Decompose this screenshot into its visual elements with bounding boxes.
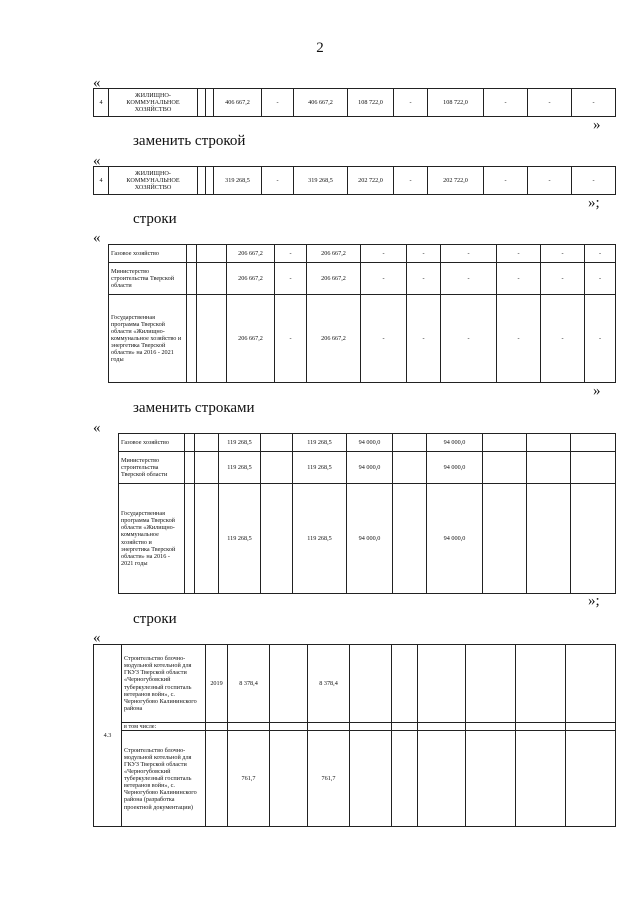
cell-empty <box>571 452 616 484</box>
cell-value: - <box>484 167 528 195</box>
row-name: Министерство строительства Тверской области <box>109 263 187 295</box>
cell-empty <box>527 484 571 594</box>
open-quote: « <box>93 153 101 169</box>
cell-empty <box>483 452 527 484</box>
table-row <box>109 263 616 295</box>
table-row <box>94 723 616 731</box>
cell-empty <box>185 452 195 484</box>
cell-empty <box>198 167 206 195</box>
heading-rows-2: строки <box>133 611 177 627</box>
cell-value: - <box>361 295 407 383</box>
cell-value: - <box>484 89 528 117</box>
cell-empty <box>195 452 219 484</box>
heading-rows: строки <box>133 211 177 227</box>
cell-empty <box>466 645 516 723</box>
open-quote: « <box>93 420 101 436</box>
cell-empty <box>566 645 616 723</box>
page-number: 2 <box>316 40 324 56</box>
cell-value: 206 667,2 <box>307 245 361 263</box>
cell-empty <box>466 723 516 731</box>
cell-value: - <box>528 167 572 195</box>
cell-empty <box>206 89 214 117</box>
cell-value: 94 000,0 <box>427 434 483 452</box>
cell-empty <box>466 731 516 827</box>
cell-empty <box>187 245 197 263</box>
cell-value: 94 000,0 <box>427 484 483 594</box>
cell-value: - <box>528 89 572 117</box>
cell-empty <box>187 263 197 295</box>
cell-empty <box>197 245 227 263</box>
close-quote: » <box>593 383 601 399</box>
cell-empty <box>270 645 308 723</box>
cell-value: - <box>275 295 307 383</box>
row-number: 4 <box>94 167 109 195</box>
cell-empty <box>393 434 427 452</box>
cell-value: - <box>572 167 616 195</box>
row-name: Министерство строительства Тверской области <box>119 452 185 484</box>
close-quote-semicolon: »; <box>588 593 600 609</box>
cell-value: - <box>262 89 294 117</box>
cell-value: 94 000,0 <box>427 452 483 484</box>
cell-empty <box>392 731 418 827</box>
cell-empty <box>308 723 350 731</box>
cell-empty <box>261 434 293 452</box>
cell-empty <box>350 723 392 731</box>
cell-empty <box>516 645 566 723</box>
cell-value: 761,7 <box>228 731 270 827</box>
cell-value: 319 268,5 <box>294 167 348 195</box>
table-row <box>109 295 616 383</box>
cell-empty <box>197 295 227 383</box>
cell-value: - <box>541 263 585 295</box>
cell-empty <box>206 731 228 827</box>
cell-empty <box>516 723 566 731</box>
cell-value: - <box>497 263 541 295</box>
cell-value: - <box>407 263 441 295</box>
cell-value: 202 722,0 <box>348 167 394 195</box>
cell-value: 8 378,4 <box>228 645 270 723</box>
table-block-2 <box>93 166 616 195</box>
cell-value: 94 000,0 <box>347 484 393 594</box>
cell-value: - <box>572 89 616 117</box>
cell-empty <box>566 731 616 827</box>
cell-value: - <box>441 245 497 263</box>
cell-value: 94 000,0 <box>347 452 393 484</box>
cell-empty <box>418 731 466 827</box>
cell-empty <box>206 723 228 731</box>
cell-empty <box>571 484 616 594</box>
cell-value: 119 268,5 <box>293 484 347 594</box>
table-block-5 <box>93 644 616 827</box>
cell-value: 406 667,2 <box>294 89 348 117</box>
cell-empty <box>270 731 308 827</box>
cell-value: - <box>394 89 428 117</box>
cell-value: - <box>585 295 616 383</box>
cell-empty <box>195 434 219 452</box>
table-row <box>94 731 616 827</box>
cell-empty <box>187 295 197 383</box>
cell-value: - <box>361 263 407 295</box>
cell-empty <box>228 723 270 731</box>
close-quote: » <box>593 117 601 133</box>
table-block-1 <box>93 88 616 117</box>
row-name: Газовое хозяйство <box>109 245 187 263</box>
cell-empty <box>270 723 308 731</box>
close-quote-semicolon: »; <box>588 195 600 211</box>
cell-value: 319 268,5 <box>214 167 262 195</box>
cell-empty <box>393 484 427 594</box>
cell-empty <box>185 434 195 452</box>
row-number: 4.3 <box>94 645 122 827</box>
row-name: ЖИЛИЩНО-КОММУНАЛЬНОЕ ХОЗЯЙСТВО <box>109 89 198 117</box>
cell-empty <box>418 723 466 731</box>
cell-value: 8 378,4 <box>308 645 350 723</box>
open-quote: « <box>93 75 101 91</box>
cell-value: 761,7 <box>308 731 350 827</box>
cell-value: 108 722,0 <box>348 89 394 117</box>
cell-empty <box>197 263 227 295</box>
heading-replace-row: заменить строкой <box>133 133 246 149</box>
row-name: Строительство блочно-модульной котельной для ГКУЗ Тверской области «Черногубовский туберкулезный госпиталь ветеранов войн», с. Черногубово Калининского района (разработка проектной документации) <box>122 731 206 827</box>
cell-empty <box>527 434 571 452</box>
cell-value: 108 722,0 <box>428 89 484 117</box>
cell-empty <box>195 484 219 594</box>
table-row <box>109 245 616 263</box>
cell-empty <box>261 484 293 594</box>
open-quote: « <box>93 230 101 246</box>
cell-value: - <box>394 167 428 195</box>
table-row <box>119 484 616 594</box>
cell-value: - <box>275 245 307 263</box>
cell-value: - <box>585 245 616 263</box>
cell-empty <box>571 434 616 452</box>
cell-value: - <box>262 167 294 195</box>
cell-value: - <box>541 245 585 263</box>
cell-empty <box>483 484 527 594</box>
cell-value: 202 722,0 <box>428 167 484 195</box>
table-block-4 <box>118 433 616 594</box>
cell-empty <box>392 645 418 723</box>
cell-value: 206 667,2 <box>227 263 275 295</box>
cell-value: 206 667,2 <box>307 263 361 295</box>
cell-value: 119 268,5 <box>219 484 261 594</box>
cell-empty <box>566 723 616 731</box>
table-block-3 <box>108 244 616 383</box>
table-row <box>94 167 616 195</box>
cell-value: - <box>441 263 497 295</box>
row-name: Газовое хозяйство <box>119 434 185 452</box>
cell-value: 119 268,5 <box>219 434 261 452</box>
cell-empty <box>527 452 571 484</box>
table-row <box>94 89 616 117</box>
cell-value: - <box>441 295 497 383</box>
open-quote: « <box>93 630 101 646</box>
cell-empty <box>393 452 427 484</box>
cell-value: 206 667,2 <box>227 295 275 383</box>
cell-value: - <box>541 295 585 383</box>
table-row <box>119 434 616 452</box>
cell-value: - <box>407 295 441 383</box>
row-name: Государственная программа Тверской области «Жилищно-коммунальное хозяйство и энергетика Тверской области» на 2016 - 2021 годы <box>119 484 185 594</box>
row-sub-label: в том числе: <box>122 723 206 731</box>
table-row <box>119 452 616 484</box>
row-name: Строительство блочно-модульной котельной для ГКУЗ Тверской области «Черногубовский туберкулезный госпиталь ветеранов войн», с. Черногубово Калининского района <box>122 645 206 723</box>
cell-year: 2019 <box>206 645 228 723</box>
cell-value: 206 667,2 <box>307 295 361 383</box>
cell-value: - <box>497 245 541 263</box>
cell-value: 206 667,2 <box>227 245 275 263</box>
table-row <box>94 645 616 723</box>
cell-empty <box>198 89 206 117</box>
cell-empty <box>516 731 566 827</box>
cell-value: 119 268,5 <box>293 434 347 452</box>
cell-value: 119 268,5 <box>293 452 347 484</box>
row-number: 4 <box>94 89 109 117</box>
row-name: ЖИЛИЩНО-КОММУНАЛЬНОЕ ХОЗЯЙСТВО <box>109 167 198 195</box>
heading-replace-rows: заменить строками <box>133 400 255 416</box>
cell-empty <box>483 434 527 452</box>
cell-empty <box>206 167 214 195</box>
cell-value: - <box>407 245 441 263</box>
cell-value: - <box>585 263 616 295</box>
cell-value: 94 000,0 <box>347 434 393 452</box>
cell-value: - <box>361 245 407 263</box>
cell-value: - <box>497 295 541 383</box>
cell-empty <box>185 484 195 594</box>
row-name: Государственная программа Тверской области «Жилищно-коммунальное хозяйство и энергетика Тверской области» на 2016 - 2021 годы <box>109 295 187 383</box>
cell-empty <box>261 452 293 484</box>
cell-empty <box>418 645 466 723</box>
cell-empty <box>350 645 392 723</box>
cell-value: 406 667,2 <box>214 89 262 117</box>
cell-value: - <box>275 263 307 295</box>
cell-empty <box>350 731 392 827</box>
cell-value: 119 268,5 <box>219 452 261 484</box>
cell-empty <box>392 723 418 731</box>
